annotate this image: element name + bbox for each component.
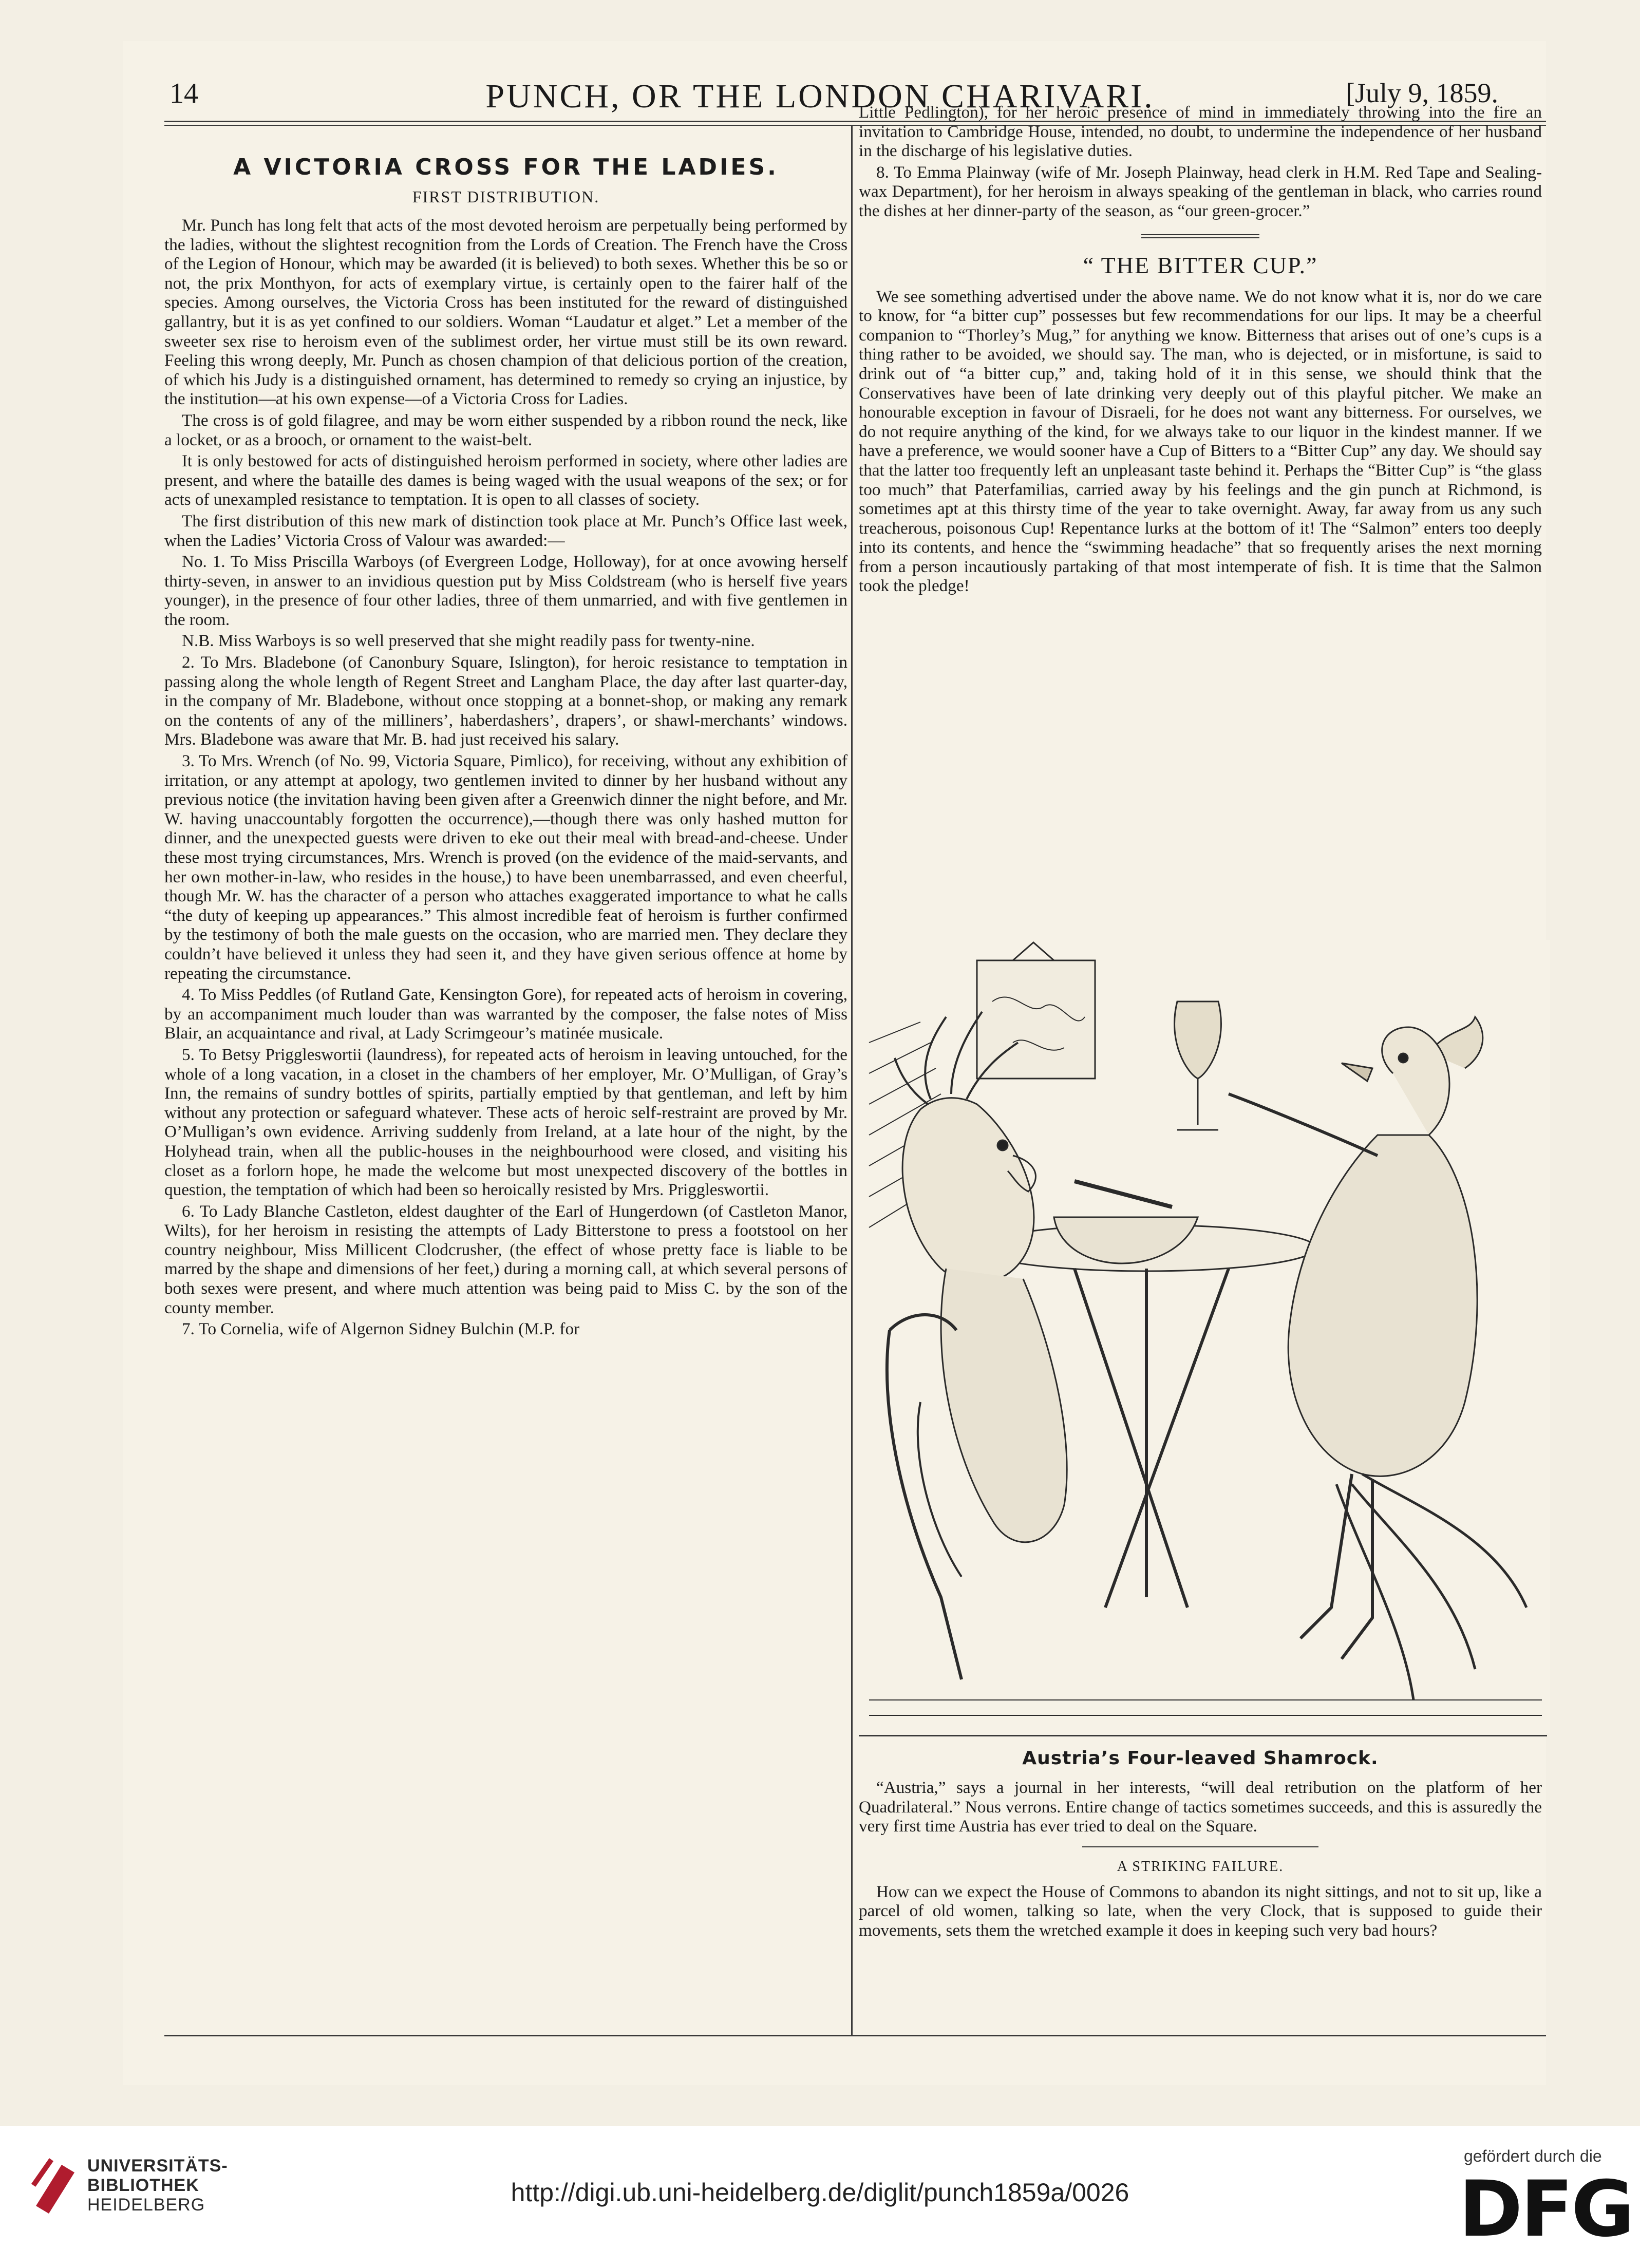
article-victoria-cross (164, 154, 847, 1341)
paragraph: The cross is of gold filagree, and may be worn either suspended by a ribbon round the neck, like a locket, or as a brooch, or ornament to the waist-belt. (164, 410, 847, 449)
paragraph: 2. To Mrs. Bladebone (of Canonbury Square, Islington), for heroic resistance to temptation in passing along the whole length of Regent Street and Langham Place, the day after last quarter-day, in the company of Mr. Bladebone, without once stopping at a bonnet-shop, or making any remark on the contents of any of the milliners’, haberdashers’, drapers’, or shawl-merchants’ windows. Mrs. Bladebone was aware that Mr. B. had just received his salary. (164, 653, 847, 749)
library-line: BIBLIOTHEK (87, 2176, 199, 2195)
paragraph: N.B. Miss Warboys is so well preserved that she might readily pass for twenty-nine. (182, 631, 755, 651)
paragraph: 8. To Emma Plainway (wife of Mr. Joseph Plainway, head clerk in H.M. Red Tape and Sealing-wax Department), for her heroism in always speaking of the gentleman in black, who carries round the dishes at her dinner-party of the season, as “our green-grocer.” (859, 162, 1542, 220)
paragraph: 4. To Miss Peddles (of Rutland Gate, Kensington Gore), for repeated acts of heroism in covering, by an accompaniment much louder than was warranted by the composer, the false notes of Miss Blair, an acquaintance and rival, at Lady Scrimgeour’s matinée musicale. (164, 985, 847, 1043)
striking-failure-title: A STRIKING FAILURE. (1117, 1858, 1284, 1875)
dfg-logo: DFG (1459, 2165, 1633, 2254)
masthead-title: PUNCH, OR THE LONDON CHARIVARI. (485, 78, 1155, 115)
article-subtitle: FIRST DISTRIBUTION. (412, 187, 600, 206)
column-divider (851, 126, 853, 2036)
paragraph: “Austria,” says a journal in her interests, “will deal retribution on the platform of her Quadrilateral.” Nous verrons. Entire change of tactics sometimes succeeds, and this is assuredly the very first time Austria has ever tried to deal on the Square. (859, 1778, 1542, 1836)
page-number: 14 (169, 78, 198, 109)
bitter-cup-title: “ THE BITTER CUP.” (1083, 252, 1318, 278)
cartoon-illustration (859, 940, 1550, 1733)
right-column-top (859, 103, 1542, 598)
paragraph: Mr. Punch has long felt that acts of the most devoted heroism are perpetually being performed by the ladies, without the slightest recognition from the Lords of Creation. The French have the Cross of the Legion of Honour, which may be awarded (it is believed) to both sexes. Whether this be so or not, the prix Monthyon, for acts of exemplary virtue, is certainly open to the fairer half of the species. Among ourselves, the Victoria Cross has been instituted for the reward of distinguished gallantry, but it is as yet confined to our soldiers. Woman “Laudatur et alget.” Let a member of the sweeter sex rise to heroism even of the sublimest order, her virtue must still be its own reward. Feeling this wrong deeply, Mr. Punch as chosen champion of that delicious portion of the creation, of which his Judy is a distinguished ornament, has determined to remedy so crying an injustice, by the institution—at his own expense—of a Victoria Cross for Ladies. (164, 216, 847, 409)
right-column-bottom (859, 1744, 1542, 1942)
library-line: HEIDELBERG (87, 2195, 205, 2215)
cartoon-frame-rule (859, 1735, 1547, 1736)
paragraph: The first distribution of this new mark of distinction took place at Mr. Punch’s Office last week, when the Ladies’ Victoria Cross of Valour was awarded:— (164, 511, 847, 550)
paragraph: 6. To Lady Blanche Castleton, eldest daughter of the Earl of Hungerdown (of Castleton Manor, Wilts), for her heroism in resisting the attempts of Lady Bitterstone to press a footstool on her country neighbour, Miss Millicent Clodcrusher, (the effect of whose pretty face is liable to be marred by the shape and dimensions of her feet,) during a morning call, at which several persons of both sexes were present, and where much attention was being paid to Miss C. by the son of the county member. (164, 1201, 847, 1317)
section-separator (1141, 234, 1259, 238)
paragraph: 5. To Betsy Priggleswortii (laundress), for repeated acts of heroism in leaving untouched, for the whole of a long vacation, in a closet in the chambers of her employer, Mr. O’Mulligan, of Gray’s Inn, the remains of sundry bottles of spirits, partially emptied by that gentleman, and left by him without any protection or safeguard whatever. These acts of heroic self-restraint are proved by Mr. O’Mulligan’s own evidence. Arriving suddenly from Ireland, at a late hour of the night, by the Holyhead train, when all the public-houses in the neighbourhood were closed, and visiting his closet as a forlorn hope, he made the welcome but most unexpected discovery of the bottles in question, the temptation of which had been so heroically resisted by Mrs. Priggleswortii. (164, 1045, 847, 1200)
paragraph: Little Pedlington), for her heroic presence of mind in immediately throwing into the fire an invitation to Cambridge House, intended, no doubt, to undermine the independence of her husband in the discharge of his legislative duties. (859, 103, 1542, 161)
article-title: A VICTORIA CROSS FOR THE LADIES. (233, 154, 779, 180)
footer-rule (164, 2035, 1546, 2036)
funded-by-label: gefördert durch die (1464, 2147, 1602, 2165)
section-separator (1082, 1846, 1318, 1847)
paragraph: 3. To Mrs. Wrench (of No. 99, Victoria Square, Pimlico), for receiving, without any exhibition of irritation, or any attempt at apology, two gentlemen invited to dinner by her husband without any previous notice (the invitation having been given after a Greenwich dinner the night before, and Mr. W. having unaccountably forgotten the occurrence),—though there was only hashed mutton for dinner, and the unexpected guests were driven to eke out their meal with bread-and-cheese. Under these most trying circumstances, Mrs. Wrench is proved (on the evidence of the maid-servants, and her own mother-in-law, who resides in the house,) to have been unembarrassed, and even cheerful, though Mr. W. has the character of a person who attaches exaggerated importance to what he calls “the duty of keeping up appearances.” This almost incredible feat of heroism is further confirmed by the testimony of both the male guests on the occasion, who are married men. They declare they couldn’t have believed it unless they had seen it, and they have given serious offence at home by repeating the circumstance. (164, 751, 847, 983)
paragraph: No. 1. To Miss Priscilla Warboys (of Evergreen Lodge, Holloway), for at once avowing herself thirty-seven, in answer to an invidious question put by Miss Coldstream (who is herself five years younger), in the presence of four other ladies, three of them unmarried, and with five gentlemen in the room. (164, 552, 847, 629)
paragraph: How can we expect the House of Commons to abandon its night sittings, and not to sit up, like a parcel of old women, talking so late, when the very Clock, that is supposed to guide their movements, sets them the wretched example it does in keeping such very bad hours? (859, 1882, 1542, 1940)
library-line: UNIVERSITÄTS- (87, 2156, 228, 2176)
source-url[interactable]: http://digi.ub.uni-heidelberg.de/diglit/punch1859a/0026 (511, 2178, 1129, 2207)
paragraph: It is only bestowed for acts of distinguished heroism performed in society, where other ladies are present, and where the bataille des dames is being waged with the usual weapons of the sex; or for acts of unexampled resistance to temptation. It is open to all classes of society. (164, 451, 847, 509)
paragraph: 7. To Cornelia, wife of Algernon Sidney Bulchin (M.P. for (182, 1319, 580, 1339)
issue-date: [July 9, 1859. (1346, 78, 1498, 108)
paragraph: We see something advertised under the above name. We do not know what it is, nor do we care to know, for “a bitter cup” possesses but few recommendations for our lips. It may be a cheerful companion to “Thorley’s Mug,” for anything we know. Bitterness that arises out of one’s cups is a thing rather to be avoided, we should say. The man, who is dejected, or in misfortune, is said to drink out of “a bitter cup,” and, taking hold of it in this sense, we should think that the Conservatives have been of late drinking very deeply out of this playful pitcher. We make an honourable exception in favour of Disraeli, for he does not want any bitterness. For ourselves, we do not require anything of the kind, for we always take to our liquor in the kindest manner. If we have a preference, we would sooner have a Cup of Bitters to a “Bitter Cup” any day. We should say that the latter too frequently left an unpleasant taste behind it. Perhaps the “Bitter Cup” is “the glass too much” that Paterfamilias, carried away by his feelings and the gin punch at Richmond, is sometimes apt at this thirsty time of the year to take overnight. Away, far away from us any such treacherous, poisonous Cup! Repentance lurks at the bottom of it! The “Salmon” enters too deeply into its contents, and hence the “swimming headache” that so frequently arises the next morning from a person incautiously partaking of that most intemperate of fish. It is time that the Salmon took the pledge! (859, 287, 1542, 596)
cartoon-caption: Austria’s Four-leaved Shamrock. (1022, 1748, 1379, 1769)
